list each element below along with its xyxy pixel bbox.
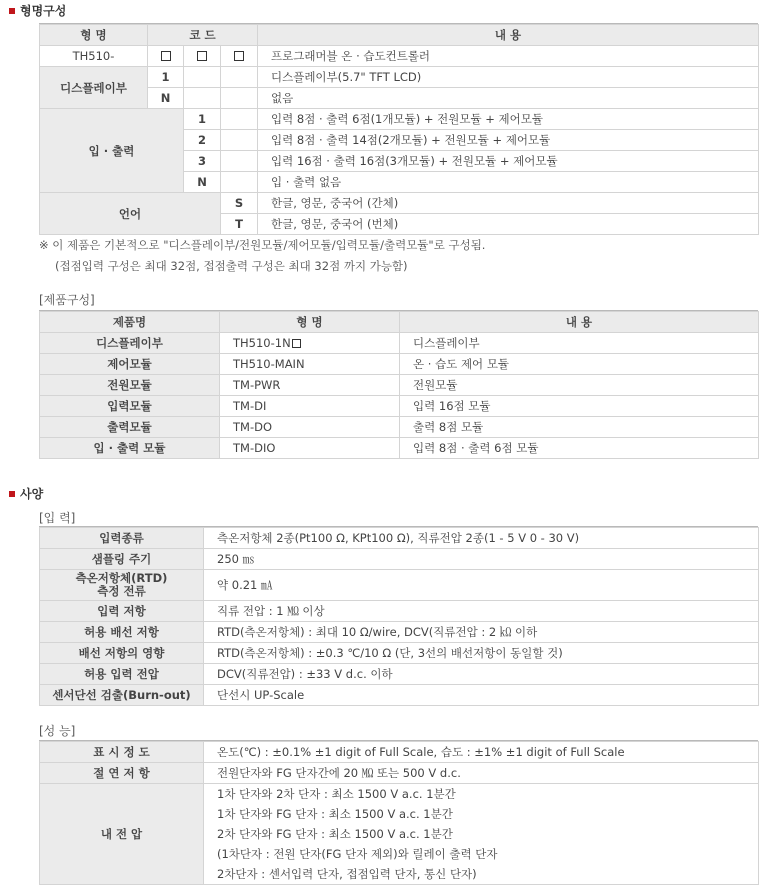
display-content: 없음 xyxy=(258,88,759,109)
spec-label: 센서단선 검출(Burn-out) xyxy=(40,685,204,706)
spec-value: RTD(측온저항체) : ±0.3 ℃/10 Ω (단, 3선의 배선저항이 동일할 것) xyxy=(204,643,759,664)
section-title-spec xyxy=(9,487,43,501)
model-table xyxy=(39,24,759,235)
spec-label: 허용 배선 저항 xyxy=(40,622,204,643)
io-code: 1 xyxy=(184,109,221,130)
withstand-line: 1차 단자와 2차 단자 : 최소 1500 V a.c. 1분간 xyxy=(217,787,456,801)
io-label: 입 · 출력 xyxy=(40,109,184,193)
product-name: 출력모듈 xyxy=(40,417,220,438)
product-type xyxy=(220,333,400,354)
note-line-1: ※ 이 제품은 기본적으로 "디스플레이부/전원모듈/제어모듈/입력모듈/출력모듈"로 구성됨. xyxy=(39,238,486,252)
section-title-text: 형명구성 xyxy=(20,4,67,18)
product-content: 입력 16점 모듈 xyxy=(400,396,759,417)
product-content: 전원모듈 xyxy=(400,375,759,396)
spec-value: 단선시 UP-Scale xyxy=(204,685,759,706)
spec-value: 약 0.21 ㎃ xyxy=(204,570,759,601)
product-name: 디스플레이부 xyxy=(40,333,220,354)
header-type: 형 명 xyxy=(40,25,148,46)
spec-label xyxy=(40,570,204,601)
product-table xyxy=(39,311,759,459)
display-code: N xyxy=(148,88,184,109)
box-icon xyxy=(161,51,171,61)
perf-value-multiline xyxy=(204,784,759,885)
withstand-line: (1차단자 : 전원 단자(FG 단자 제외)와 릴레이 출력 단자 xyxy=(217,847,498,861)
lang-code: T xyxy=(221,214,258,235)
product-subtitle: [제품구성] xyxy=(39,293,95,307)
product-name: 제어모듈 xyxy=(40,354,220,375)
io-content: 입력 16점 · 출력 16점(3개모듈) + 전원모듈 + 제어모듈 xyxy=(258,151,759,172)
product-type-text: TH510-1N xyxy=(233,336,291,350)
spec-label-line: 측온저항체(RTD) xyxy=(75,571,168,585)
box-icon xyxy=(197,51,207,61)
display-code: 1 xyxy=(148,67,184,88)
spec-value: DCV(직류전압) : ±33 V d.c. 이하 xyxy=(204,664,759,685)
lang-content: 한글, 영문, 중국어 (간체) xyxy=(258,193,759,214)
model-name: TH510- xyxy=(40,46,148,67)
perf-value: 온도(℃) : ±0.1% ±1 digit of Full Scale, 습도 : ±1% ±1 digit of Full Scale xyxy=(204,742,759,763)
section-title-model xyxy=(9,4,66,18)
perf-subtitle: [성 능] xyxy=(39,724,76,738)
note-line-2: (접점입력 구성은 최대 32점, 접점출력 구성은 최대 32점 까지 가능함) xyxy=(55,259,408,273)
spec-label: 배선 저항의 영향 xyxy=(40,643,204,664)
box-icon xyxy=(234,51,244,61)
product-name: 입 · 출력 모듈 xyxy=(40,438,220,459)
perf-label: 절 연 저 항 xyxy=(40,763,204,784)
spec-label: 허용 입력 전압 xyxy=(40,664,204,685)
io-code: 2 xyxy=(184,130,221,151)
header-product-content: 내 용 xyxy=(400,312,759,333)
withstand-line: 1차 단자와 FG 단자 : 최소 1500 V a.c. 1분간 xyxy=(217,807,453,821)
input-table xyxy=(39,527,759,706)
perf-table xyxy=(39,741,759,885)
io-code: 3 xyxy=(184,151,221,172)
header-code: 코 드 xyxy=(148,25,258,46)
perf-value: 전원단자와 FG 단자간에 20 ㏁ 또는 500 V d.c. xyxy=(204,763,759,784)
red-square-bullet-icon xyxy=(9,8,15,14)
withstand-line: 2차 단자와 FG 단자 : 최소 1500 V a.c. 1분간 xyxy=(217,827,453,841)
input-subtitle: [입 력] xyxy=(39,511,76,525)
spec-value: 250 ㎳ xyxy=(204,549,759,570)
product-content: 온 · 습도 제어 모듈 xyxy=(400,354,759,375)
display-label: 디스플레이부 xyxy=(40,67,148,109)
spec-value: 측온저항체 2종(Pt100 Ω, KPt100 Ω), 직류전압 2종(1 - 5 V 0 - 30 V) xyxy=(204,528,759,549)
product-name: 입력모듈 xyxy=(40,396,220,417)
product-content: 디스플레이부 xyxy=(400,333,759,354)
box-icon xyxy=(292,339,301,348)
display-content: 디스플레이부(5.7" TFT LCD) xyxy=(258,67,759,88)
spec-value: 직류 전압 : 1 ㏁ 이상 xyxy=(204,601,759,622)
product-type: TM-PWR xyxy=(220,375,400,396)
header-product-type: 형 명 xyxy=(220,312,400,333)
product-content: 입력 8점 · 출력 6점 모듈 xyxy=(400,438,759,459)
lang-content: 한글, 영문, 중국어 (번체) xyxy=(258,214,759,235)
header-content: 내 용 xyxy=(258,25,759,46)
lang-label: 언어 xyxy=(40,193,221,235)
product-type: TM-DIO xyxy=(220,438,400,459)
io-content: 입 · 출력 없음 xyxy=(258,172,759,193)
spec-label: 입력종류 xyxy=(40,528,204,549)
spec-value: RTD(측온저항체) : 최대 10 Ω/wire, DCV(직류전압 : 2 ㏀ 이하 xyxy=(204,622,759,643)
product-type: TM-DO xyxy=(220,417,400,438)
perf-label: 표 시 정 도 xyxy=(40,742,204,763)
product-type: TM-DI xyxy=(220,396,400,417)
section-title-text: 사양 xyxy=(20,487,44,501)
spec-label-line: 측정 전류 xyxy=(97,584,146,598)
code-slot-1 xyxy=(148,46,184,67)
io-code: N xyxy=(184,172,221,193)
model-content: 프로그래머블 온 · 습도컨트롤러 xyxy=(258,46,759,67)
red-square-bullet-icon xyxy=(9,491,15,497)
spec-label: 샘플링 주기 xyxy=(40,549,204,570)
code-slot-2 xyxy=(184,46,221,67)
perf-label: 내 전 압 xyxy=(40,784,204,885)
io-content: 입력 8점 · 출력 6점(1개모듈) + 전원모듈 + 제어모듈 xyxy=(258,109,759,130)
product-type: TH510-MAIN xyxy=(220,354,400,375)
product-name: 전원모듈 xyxy=(40,375,220,396)
product-content: 출력 8점 모듈 xyxy=(400,417,759,438)
code-slot-3 xyxy=(221,46,258,67)
lang-code: S xyxy=(221,193,258,214)
withstand-line: 2차단자 : 센서입력 단자, 접점입력 단자, 통신 단자) xyxy=(217,867,477,881)
io-content: 입력 8점 · 출력 14점(2개모듈) + 전원모듈 + 제어모듈 xyxy=(258,130,759,151)
header-product-name: 제품명 xyxy=(40,312,220,333)
spec-label: 입력 저항 xyxy=(40,601,204,622)
